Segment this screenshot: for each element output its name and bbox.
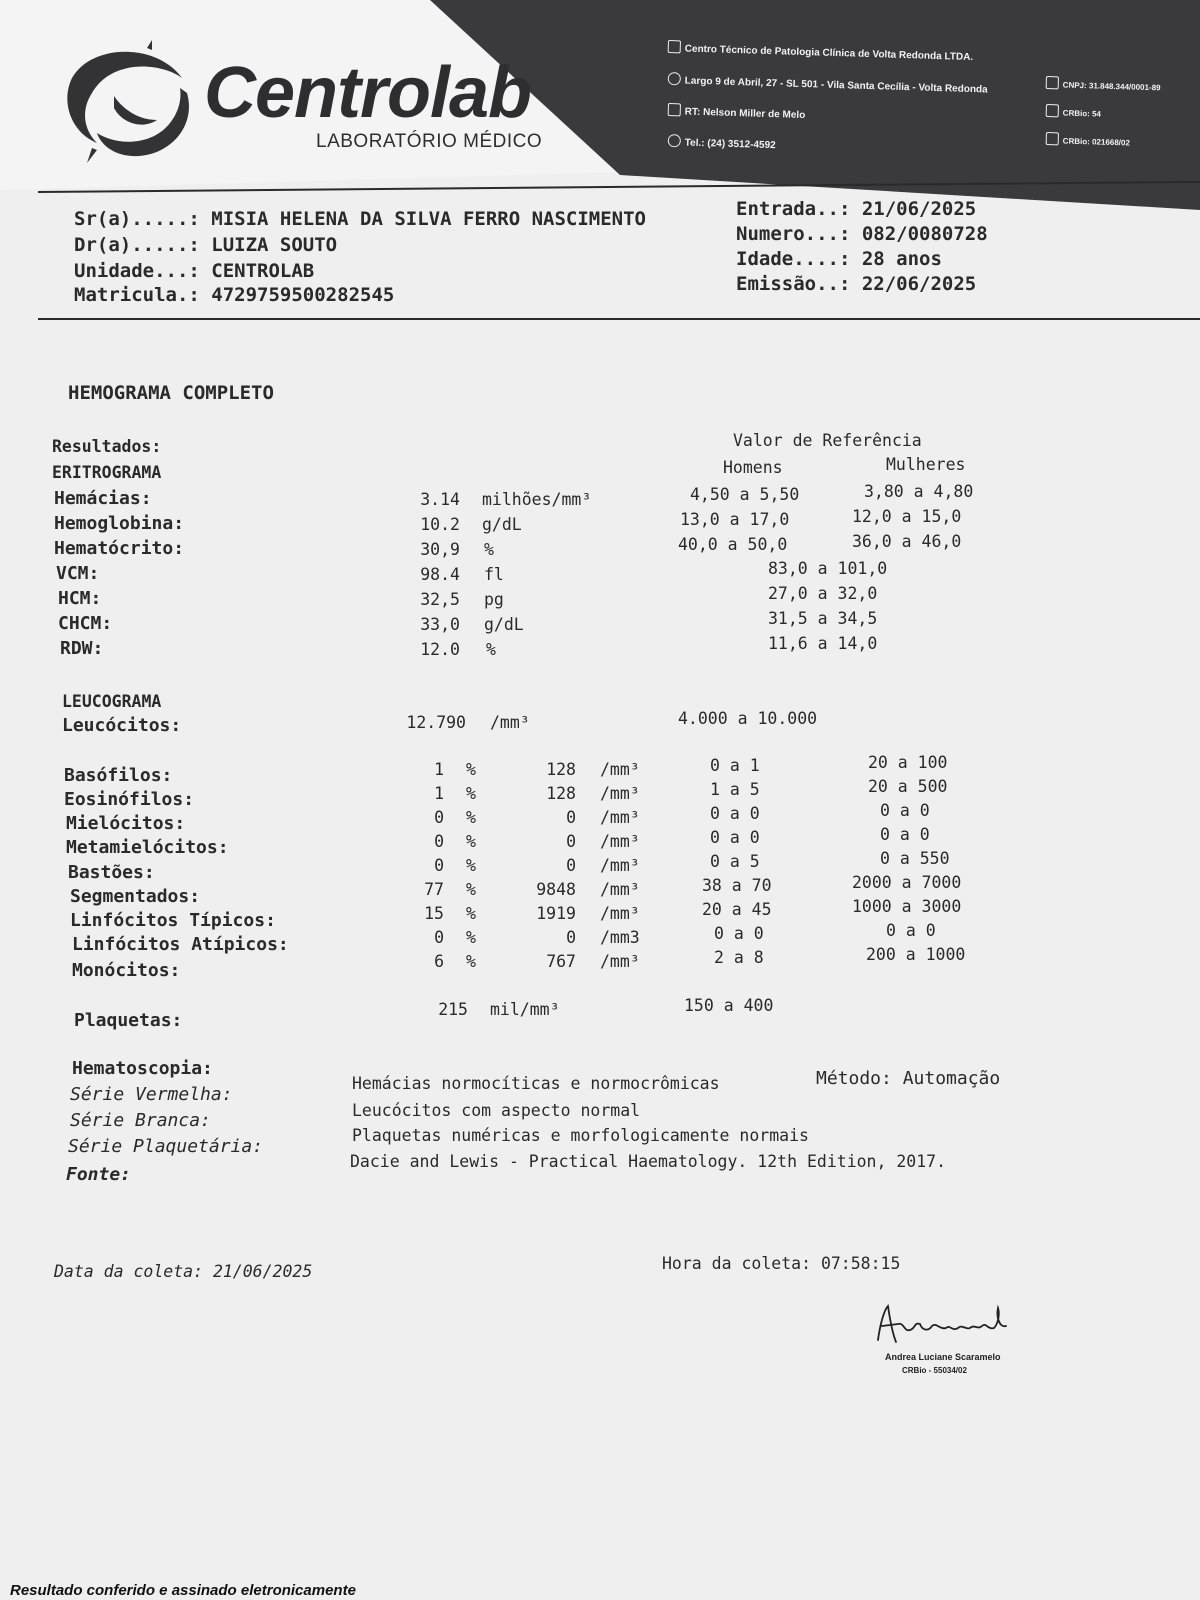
- diff-unit: /mm³: [600, 808, 640, 827]
- diff-pct: 1: [434, 784, 444, 803]
- erythro-unit: %: [484, 540, 494, 559]
- results-label: Resultados:: [52, 437, 162, 456]
- diff-ref-abs: 0 a 0: [886, 921, 936, 940]
- doctor-name: LUIZA SOUTO: [211, 234, 338, 256]
- unit-value: CENTROLAB: [211, 260, 315, 282]
- erythro-ref-men: 4,50 a 5,50: [690, 485, 800, 504]
- crbio-line: [1046, 104, 1102, 119]
- leucocytes-ref: 4.000 a 10.000: [678, 709, 818, 728]
- diff-name: Eosinófilos:: [64, 789, 195, 810]
- diff-abs: 0: [566, 856, 576, 875]
- erythro-ref: 27,0 a 32,0: [768, 584, 878, 603]
- erythro-name: Hemácias:: [54, 488, 152, 509]
- diff-pct: 1: [434, 760, 444, 779]
- cnpj: CNPJ: 31.848.344/0001-89: [1062, 80, 1161, 93]
- erythro-ref-men: 13,0 a 17,0: [680, 510, 790, 529]
- erythro-name: Hemoglobina:: [54, 513, 185, 534]
- issue-label: Emissão..:: [736, 273, 851, 295]
- diff-ref-pct: 0 a 0: [714, 924, 764, 943]
- diff-ref-abs: 0 a 550: [880, 849, 950, 868]
- crbio: CRBio: 54: [1062, 108, 1102, 119]
- platelet-series-label: Série Plaquetária:: [68, 1136, 264, 1157]
- document-icon: [1046, 132, 1059, 145]
- erythro-ref: 83,0 a 101,0: [768, 559, 888, 578]
- erythro-name: Hematócrito:: [54, 538, 185, 559]
- diff-ref-pct: 38 a 70: [702, 876, 772, 895]
- diff-unit: /mm3: [600, 928, 640, 947]
- diff-ref-abs: 200 a 1000: [866, 945, 966, 964]
- diff-pct-sign: %: [466, 832, 476, 851]
- platelets-value: 215: [438, 1000, 468, 1019]
- platelets-ref: 150 a 400: [684, 996, 774, 1015]
- age-label: Idade....:: [736, 248, 851, 270]
- diff-ref-abs: 20 a 100: [868, 753, 948, 772]
- erythro-name: RDW:: [60, 638, 104, 659]
- diff-ref-pct: 0 a 5: [710, 852, 760, 871]
- erythro-value: 30,9: [420, 540, 460, 559]
- erythro-value: 98.4: [420, 565, 460, 584]
- diff-abs: 1919: [536, 904, 576, 923]
- doctor-row: [74, 234, 337, 256]
- men-label: Homens: [723, 458, 783, 477]
- erythro-ref-women: 3,80 a 4,80: [864, 482, 974, 501]
- diff-ref-pct: 0 a 0: [710, 804, 760, 823]
- logo-name: Centrolab: [204, 53, 532, 133]
- signer-registration: CRBio - 55034/02: [902, 1366, 967, 1375]
- erythro-unit: %: [486, 640, 496, 659]
- diff-abs: 0: [566, 808, 576, 827]
- diff-unit: /mm³: [600, 856, 640, 875]
- diff-name: Basófilos:: [64, 765, 173, 786]
- erythro-value: 33,0: [420, 615, 460, 634]
- diff-pct-sign: %: [466, 808, 476, 827]
- erythrogram-label: ERITROGRAMA: [52, 463, 162, 482]
- building-icon: [668, 40, 681, 53]
- lab-name: Centro Técnico de Patologia Clínica de Volta Redonda LTDA.: [684, 43, 974, 64]
- number-label: Numero...:: [736, 223, 851, 245]
- diff-pct-sign: %: [466, 928, 476, 947]
- diff-abs: 128: [546, 784, 576, 803]
- erythro-unit: milhões/mm³: [482, 490, 592, 509]
- diff-ref-abs: 2000 a 7000: [852, 873, 962, 892]
- leucogram-label: LEUCOGRAMA: [62, 692, 162, 711]
- white-series-label: Série Branca:: [70, 1110, 211, 1131]
- diff-abs: 767: [546, 952, 576, 971]
- source-text: Dacie and Lewis - Practical Haematology. 12th Edition, 2017.: [350, 1152, 947, 1171]
- diff-pct-sign: %: [466, 760, 476, 779]
- crbio2: CRBio: 021668/02: [1062, 136, 1131, 148]
- collection-time: Hora da coleta: 07:58:15: [662, 1254, 901, 1273]
- platelets-name: Plaquetas:: [74, 1010, 183, 1031]
- diff-pct: 0: [434, 808, 444, 827]
- issue-date: 22/06/2025: [861, 273, 977, 295]
- registration-label: Matricula.:: [74, 284, 200, 306]
- erythro-ref: 11,6 a 14,0: [768, 634, 878, 653]
- entry-row: [736, 198, 976, 220]
- diff-pct-sign: %: [466, 856, 476, 875]
- diff-pct: 77: [424, 880, 444, 899]
- diff-ref-pct: 0 a 0: [710, 828, 760, 847]
- rt: RT: Nelson Miller de Melo: [684, 106, 806, 122]
- erythro-name: HCM:: [58, 588, 102, 609]
- unit-row: [74, 260, 314, 282]
- erythro-ref: 31,5 a 34,5: [768, 609, 878, 628]
- handwritten-signature: [870, 1300, 1020, 1350]
- registration-value: 4729759500282545: [211, 284, 395, 306]
- source-label: Fonte:: [66, 1164, 132, 1185]
- platelet-series-text: Plaquetas numéricas e morfologicamente normais: [352, 1126, 809, 1145]
- diff-pct-sign: %: [466, 880, 476, 899]
- erythro-value: 32,5: [420, 590, 460, 609]
- leucocytes-value: 12.790: [406, 713, 466, 732]
- diff-name: Monócitos:: [72, 960, 181, 981]
- leucocytes-name: Leucócitos:: [62, 715, 182, 736]
- diff-pct-sign: %: [466, 784, 476, 803]
- unit-label: Unidade...:: [74, 260, 200, 282]
- age-row: [736, 248, 942, 270]
- document-icon: [1046, 76, 1059, 89]
- issue-row: [736, 273, 976, 295]
- hematoscopy-label: Hematoscopia:: [72, 1058, 213, 1079]
- diff-unit: /mm³: [600, 904, 640, 923]
- diff-ref-abs: 0 a 0: [880, 825, 930, 844]
- diff-pct-sign: %: [466, 952, 476, 971]
- diff-ref-pct: 20 a 45: [702, 900, 772, 919]
- erythro-ref-women: 36,0 a 46,0: [852, 532, 962, 551]
- red-series-label: Série Vermelha:: [70, 1084, 233, 1105]
- diff-abs: 0: [566, 928, 576, 947]
- diff-pct: 0: [434, 928, 444, 947]
- diff-name: Linfócitos Atípicos:: [72, 934, 289, 955]
- diff-name: Linfócitos Típicos:: [70, 910, 276, 931]
- age-value: 28 anos: [861, 248, 942, 270]
- method-text: Método: Automação: [816, 1068, 1001, 1089]
- leucocytes-unit: /mm³: [490, 713, 530, 732]
- reference-label: Valor de Referência: [733, 431, 922, 450]
- diff-abs: 128: [546, 760, 576, 779]
- red-series-text: Hemácias normocíticas e normocrômicas: [352, 1074, 720, 1093]
- diff-abs: 9848: [536, 880, 576, 899]
- address: Largo 9 de Abril, 27 - SL 501 - Vila Santa Cecília - Volta Redonda: [684, 75, 988, 96]
- diff-unit: /mm³: [600, 832, 640, 851]
- document-icon: [1046, 104, 1059, 117]
- erythro-value: 10.2: [420, 515, 460, 534]
- diff-pct: 15: [424, 904, 444, 923]
- diff-name: Bastões:: [68, 862, 155, 883]
- number-row: [736, 223, 988, 245]
- number-value: 082/0080728: [861, 223, 988, 245]
- diff-unit: /mm³: [600, 784, 640, 803]
- erythro-unit: pg: [484, 590, 504, 609]
- diff-name: Mielócitos:: [66, 813, 186, 834]
- erythro-value: 12.0: [420, 640, 460, 659]
- diff-unit: /mm³: [600, 760, 640, 779]
- crbio2-line: [1046, 132, 1131, 147]
- diff-pct-sign: %: [466, 904, 476, 923]
- phone: Tel.: (24) 3512-4592: [684, 137, 776, 152]
- patient-name-label: Sr(a).....:: [74, 208, 200, 230]
- women-label: Mulheres: [886, 455, 966, 474]
- patient-name-row: [74, 208, 646, 230]
- diff-name: Metamielócitos:: [66, 837, 229, 858]
- diff-name: Segmentados:: [70, 886, 201, 907]
- collection-date: Data da coleta: 21/06/2025: [54, 1262, 313, 1281]
- diff-pct: 0: [434, 832, 444, 851]
- diff-ref-pct: 1 a 5: [710, 780, 760, 799]
- diff-unit: /mm³: [600, 880, 640, 899]
- bottom-note: Resultado conferido e assinado eletronicamente: [10, 1582, 356, 1599]
- erythro-name: CHCM:: [58, 613, 113, 634]
- patient-rule: [38, 318, 1200, 320]
- exam-title: HEMOGRAMA COMPLETO: [68, 382, 274, 404]
- erythro-unit: fl: [484, 565, 504, 584]
- centrolab-logo-icon: [52, 38, 202, 168]
- signer-name: Andrea Luciane Scaramelo: [885, 1352, 1001, 1362]
- erythro-value: 3.14: [420, 490, 460, 509]
- patient-name: MISIA HELENA DA SILVA FERRO NASCIMENTO: [211, 208, 646, 230]
- diff-ref-abs: 20 a 500: [868, 777, 948, 796]
- diff-abs: 0: [566, 832, 576, 851]
- diff-pct: 6: [434, 952, 444, 971]
- diff-unit: /mm³: [600, 952, 640, 971]
- diff-ref-pct: 2 a 8: [714, 948, 764, 967]
- registration-row: [74, 284, 394, 306]
- location-pin-icon: [668, 72, 681, 85]
- diff-ref-abs: 0 a 0: [880, 801, 930, 820]
- entry-label: Entrada..:: [736, 198, 851, 220]
- id-card-icon: [668, 103, 681, 116]
- doctor-label: Dr(a).....:: [74, 234, 200, 256]
- platelets-unit: mil/mm³: [490, 1000, 560, 1019]
- erythro-unit: g/dL: [482, 515, 522, 534]
- diff-pct: 0: [434, 856, 444, 875]
- white-series-text: Leucócitos com aspecto normal: [352, 1101, 641, 1120]
- logo-subtitle: LABORATÓRIO MÉDICO: [316, 131, 543, 152]
- erythro-unit: g/dL: [484, 615, 524, 634]
- erythro-name: VCM:: [56, 563, 100, 584]
- erythro-ref-women: 12,0 a 15,0: [852, 507, 962, 526]
- entry-date: 21/06/2025: [861, 198, 977, 220]
- diff-ref-pct: 0 a 1: [710, 756, 760, 775]
- erythro-ref-men: 40,0 a 50,0: [678, 535, 788, 554]
- phone-icon: [668, 134, 681, 147]
- diff-ref-abs: 1000 a 3000: [852, 897, 962, 916]
